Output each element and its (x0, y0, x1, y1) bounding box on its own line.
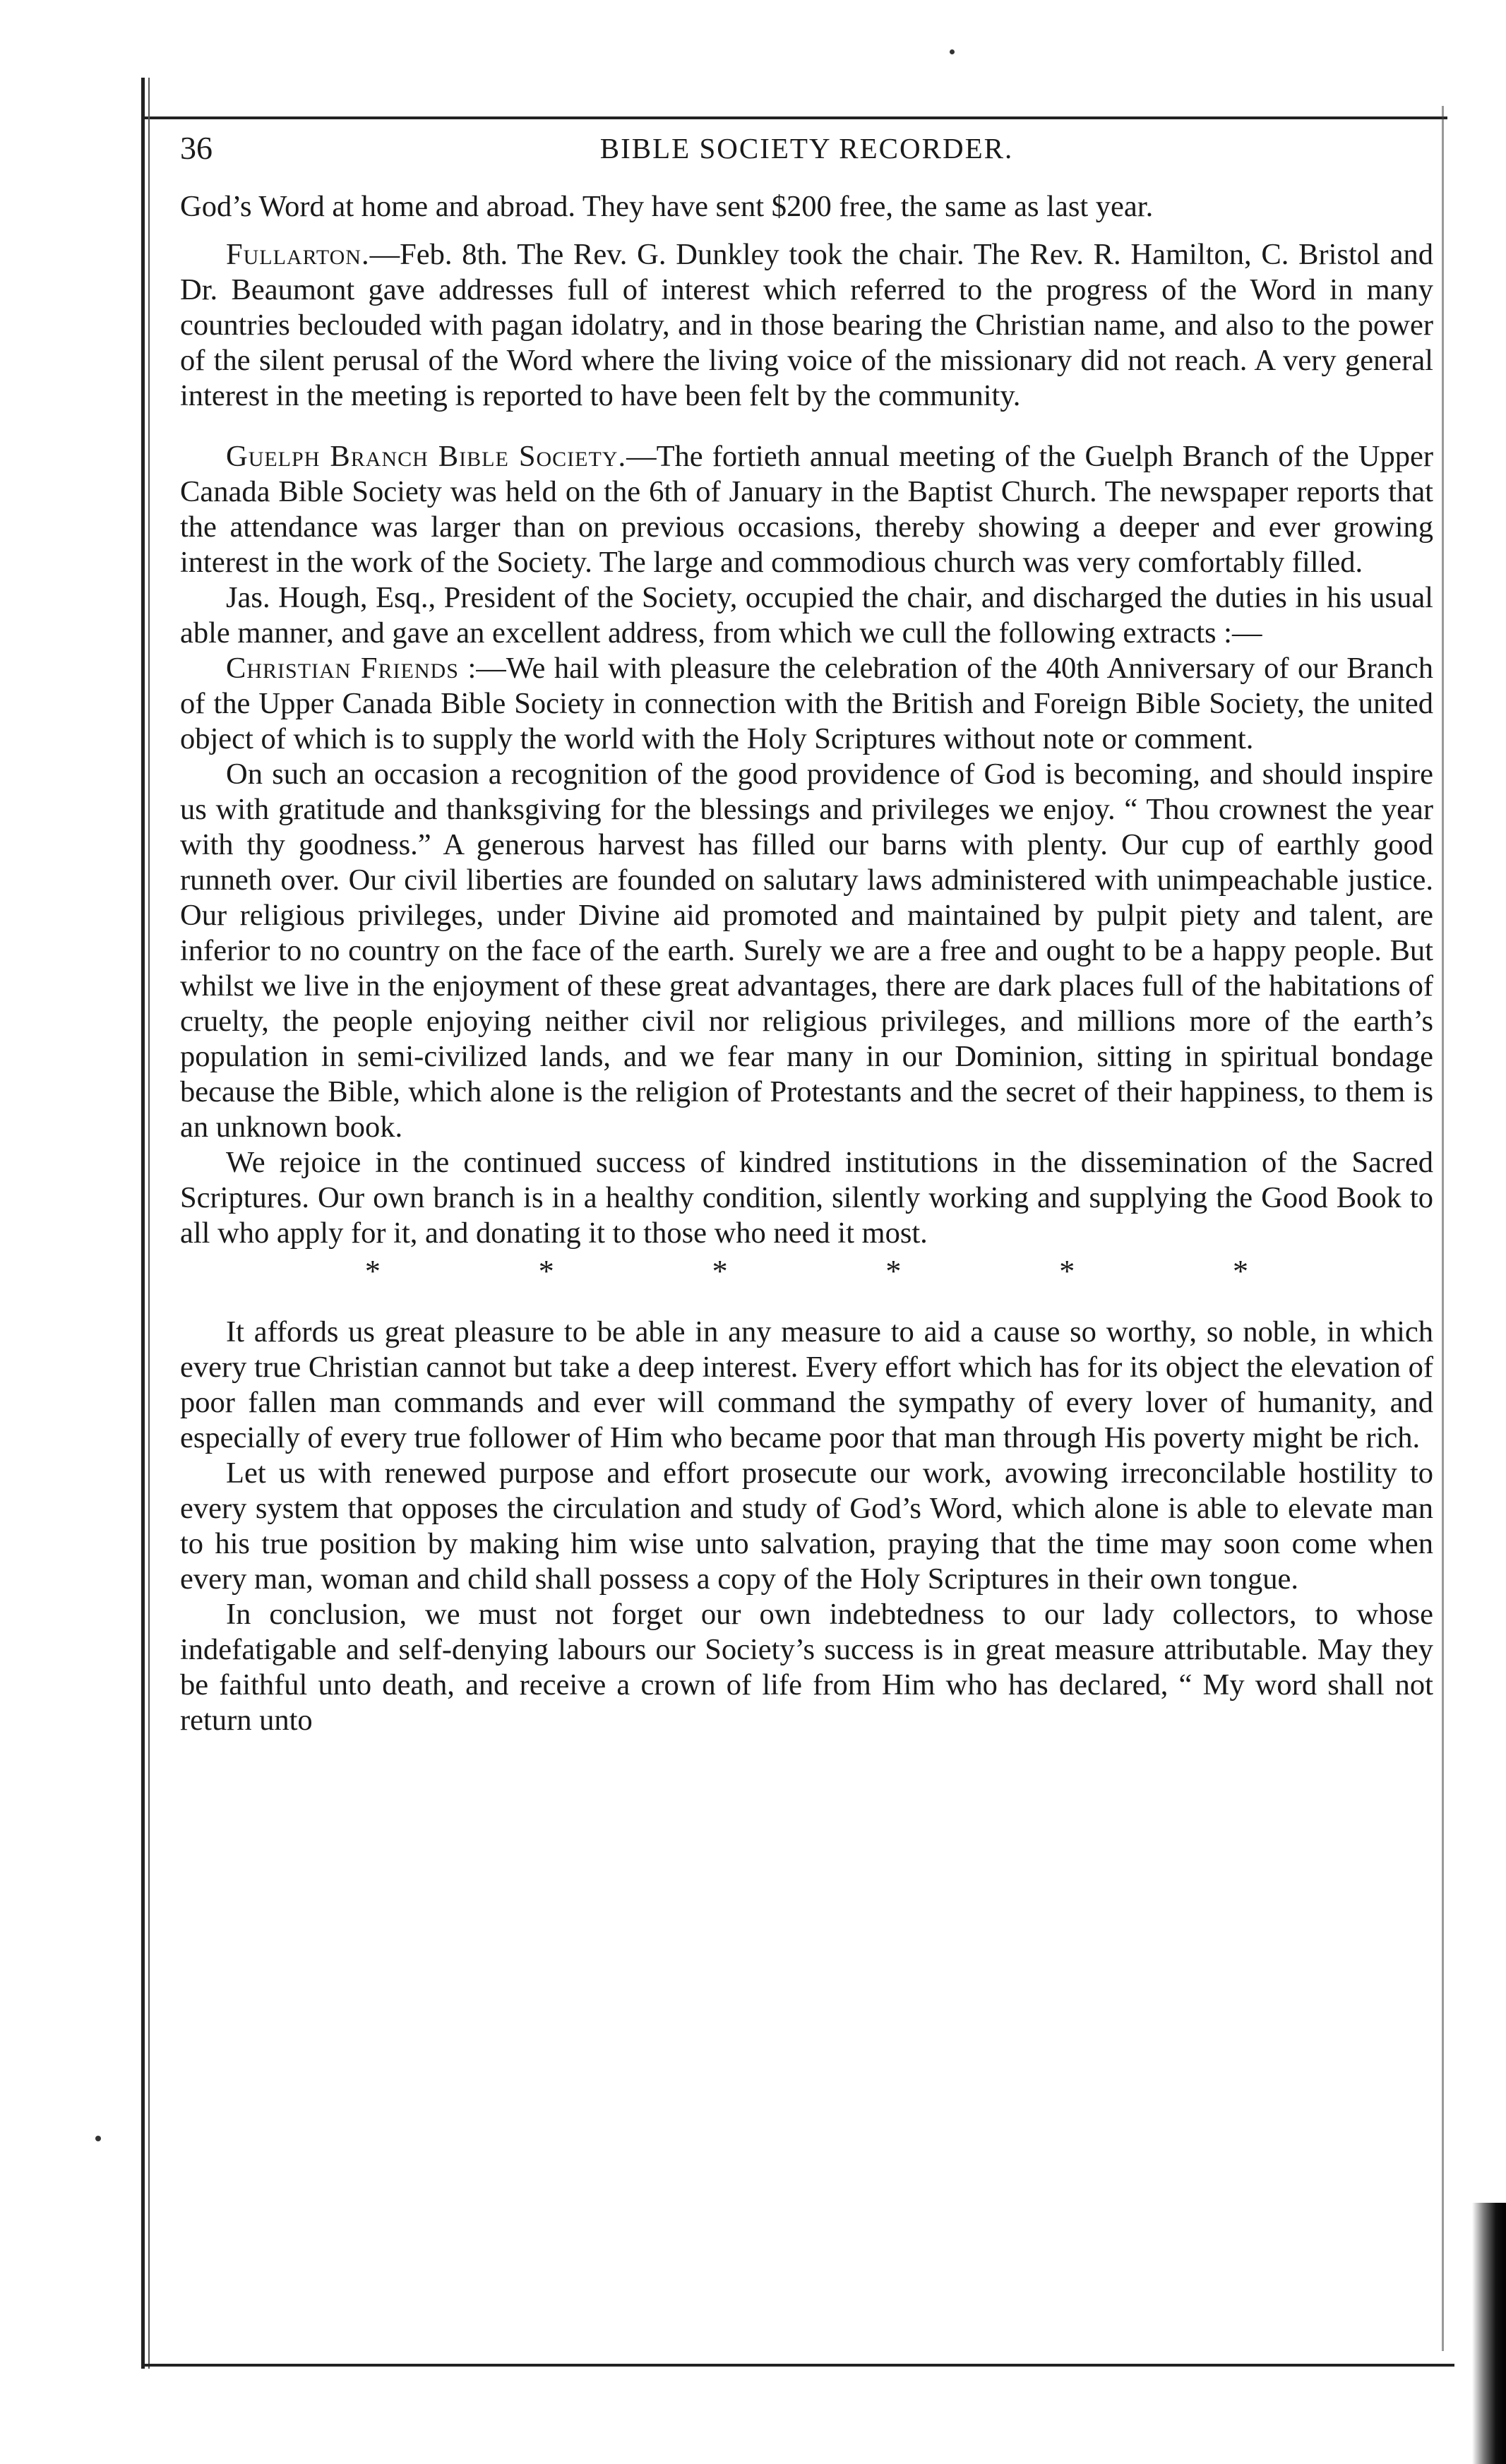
paragraph-lead: Christian Friends (226, 652, 459, 685)
ink-speck (950, 49, 955, 54)
article-body (180, 189, 1433, 1738)
left-rule (141, 78, 145, 2369)
page-header (180, 127, 1433, 169)
paragraph-conclusion: In conclusion, we must not forget our own indebtedness to our lady collectors, to whose indefatigable and self-denying labours our Society’s success is in great measure attributable. May they be faithful unto death, and receive a crown of life from Him who has declared, “ My word shall not return unto (180, 1598, 1433, 1737)
paragraph-renewed-purpose: Let us with renewed purpose and effort prosecute our work, avowing irreconcilable hostility to every system that opposes the circulation and study of God’s Word, which alone is able to elevate man to his true position by making him wise unto salvation, praying that the time may soon come when every man, woman and child shall possess a copy of the Holy Scriptures in their own tongue. (180, 1457, 1433, 1596)
separator-star: * (712, 1254, 728, 1288)
paragraph-pleasure: It affords us great pleasure to be able in any measure to aid a cause so worthy, so noble, in which every true Christian cannot but take a deep interest. Every effort which has for its object the elevation of poor fallen man commands and ever will command the sympathy of every lover of humanity, and especially of every true follower of Him who became poor that man through His poverty might be rich. (180, 1315, 1433, 1454)
margin-speck (95, 2136, 101, 2141)
paragraph-president: Jas. Hough, Esq., President of the Society, occupied the chair, and discharged the duties in his usual able manner, and gave an excellent address, from which we cull the following extracts :— (180, 581, 1433, 650)
running-head: BIBLE SOCIETY RECORDER. (599, 132, 1014, 165)
top-rule (141, 116, 1447, 119)
page-number: 36 (180, 130, 213, 166)
left-inner-rule (148, 78, 150, 2369)
binding-edge (1472, 2203, 1506, 2464)
paragraph-lead: Fullarton. (226, 238, 370, 271)
separator-star: * (1059, 1254, 1075, 1288)
bottom-rule (141, 2364, 1454, 2367)
paragraph-fullarton: Fullarton.—Feb. 8th. The Rev. G. Dunkley took the chair. The Rev. R. Hamilton, C. Bristol and Dr. Beaumont gave addresses full of interest which referred to the progress of the Word in many countries beclouded with pagan idolatry, and in those bearing the Christian name, and also to the power of the silent perusal of the Word where the living voice of the missionary did not reach. A very general interest in the meeting is reported to have been felt by the community. (180, 238, 1433, 412)
paragraph-continuation: God’s Word at home and abroad. They have sent $200 free, the same as last year. (180, 190, 1154, 223)
separator-star: * (538, 1254, 554, 1288)
separator-star: * (885, 1254, 902, 1288)
separator-star: * (1233, 1254, 1249, 1288)
paragraph-guelph: Guelph Branch Bible Society.—The fortieth annual meeting of the Guelph Branch of the Upper Canada Bible Society was held on the 6th of January in the Baptist Church. The newspaper reports that the attendance was larger than on previous occasions, thereby showing a deeper and ever growing interest in the work of the Society. The large and commodious church was very comfortably filled. (180, 440, 1433, 579)
paragraph-providence: On such an occasion a recognition of the good providence of God is becoming, and should inspire us with gratitude and thanksgiving for the blessings and privileges we enjoy. “ Thou crownest the year with thy goodness.” A generous harvest has filled our barns with plenty. Our cup of earthly good runneth over. Our civil liberties are founded on salutary laws administered with unimpeachable justice. Our religious privileges, under Divine aid promoted and maintained by pulpit piety and talent, are inferior to no country on the face of the earth. Surely we are a free and ought to be a happy people. But whilst we live in the enjoyment of these great advantages, there are dark places full of the habitations of cruelty, the people enjoying neither civil nor religious privileges, and millions more of the earth’s population in semi-civilized lands, and we fear many in our Dominion, sitting in spiritual bondage because the Bible, which alone is the religion of Protestants and the secret of their happiness, to them is an unknown book. (180, 758, 1433, 1144)
separator-star: * (364, 1254, 381, 1288)
paragraph-lead: Guelph Branch Bible Society. (226, 440, 627, 473)
section-separator (180, 1254, 1433, 1289)
paragraph-rejoice: We rejoice in the continued success of kindred institutions in the dissemination of the Sacred Scriptures. Our own branch is in a healthy condition, silently working and supplying the Good Book to all who apply for it, and donating it to those who need it most. (180, 1146, 1433, 1250)
paragraph-address-opening: Christian Friends :—We hail with pleasure the celebration of the 40th Anniversary of our Branch of the Upper Canada Bible Society in connection with the British and Foreign Bible Society, the united object of which is to supply the world with the Holy Scriptures without note or comment. (180, 652, 1433, 755)
right-rule (1442, 106, 1444, 2351)
